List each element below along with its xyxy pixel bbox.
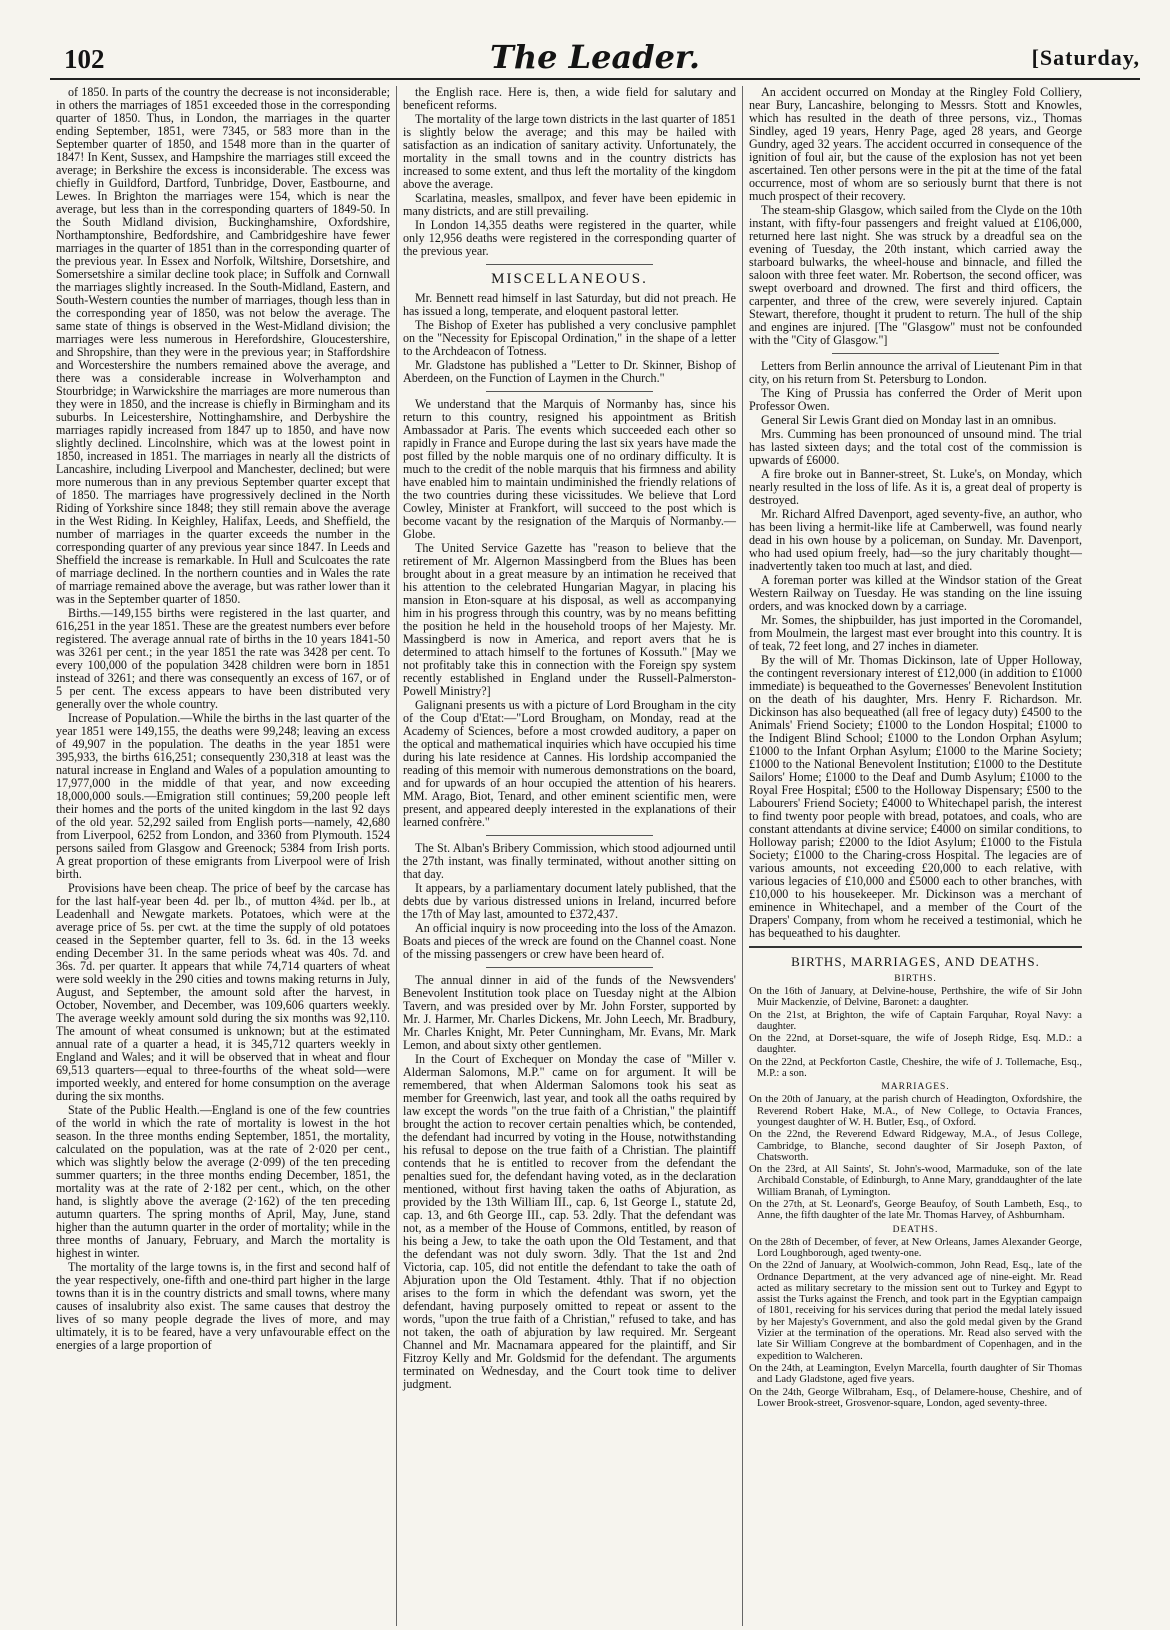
article-paragraph: The mortality of the large town districts in the last quarter of 1851 is slightly below the average; and this may be hailed with satisfaction as an indication of sanitary activity. Unfortunately, the mortality in the small towns and in the country districts has increased to some extent, and thus left the mortality of the kingdom above the average.: [403, 112, 736, 191]
divider: [832, 353, 999, 354]
news-item: By the will of Mr. Thomas Dickinson, late of Upper Holloway, the contingent reversionary interest of £12,000 (in addition to £1000 immediate) is bequeathed to the Governesses' Benevolent Institution on the death of his daughter, Mrs. Henry F. Richardson. Mr. Dickinson has also bequeathed (all free of legacy duty) £4500 to the Animals' Friend Society; £1000 to the London Hospital; £1000 to the Indigent Blind School; £1000 to the London Orphan Asylum; £1000 to the Infant Orphan Asylum; £1000 to the Marine Society; £1000 to the National Benevolent Institution; £1000 to the Destitute Sailors' Home; £1000 to the Deaf and Dumb Asylum; £1000 to the Royal Free Hospital; £500 to the Holloway Dispensary; £500 to the Labourers' Friend Society; £4000 to Whitechapel parish, the interest to find twenty poor people with bread, potatoes, and coals, who are constant attendants at divine service; £4000 on similar conditions, to Holloway parish; £2000 to the Idiot Asylum; £1000 to the Fistula Society; £1000 to the Charing-cross Hospital. The legacies are of various amounts, not exceeding £20,000 to each relative, with various legacies of £10,000 and £5000 each to other branches, with £10,000 to his housekeeper. Mr. Dickinson was a merchant of eminence in Whitechapel, and a member of the Court of the Drapers' Company, from whom he received a testimonial, which he has bequeathed to his daughter.: [749, 653, 1082, 940]
news-item: Mr. Somes, the shipbuilder, has just imported in the Coromandel, from Moulmein, the largest mast ever brought into this country. It is of teak, 72 feet long, and 27 inches in diameter.: [749, 613, 1082, 653]
death-notice: On the 24th, at Leamington, Evelyn Marcella, fourth daughter of Sir Thomas and Lady Gladstone, aged five years.: [749, 1362, 1082, 1386]
column-3: [742, 86, 1088, 1626]
birth-notice: On the 22nd, at Peckforton Castle, Cheshire, the wife of J. Tollemache, Esq., M.P.: a son.: [749, 1056, 1082, 1080]
divider: [486, 835, 653, 836]
article-paragraph: Increase of Population.—While the births in the last quarter of the year 1851 were 149,155, the deaths were 99,248; leaving an excess of 49,907 in the population. The deaths in the year 1851 were 395,933, the births 616,251; consequently 230,318 at least was the natural increase in England and Wales of a population amounting to 17,977,000 in the middle of that year, and now exceeding 18,000,000 souls.—Emigration still continues; 59,200 people left their homes and the ports of the united kingdom in the last 92 days of the old year. 52,292 sailed from English ports—namely, 42,680 from Liverpool, 6252 from London, and 3360 from Plymouth. 1524 persons sailed from Glasgow and Greenock; 5384 from Irish ports. A great proportion of these emigrants from Liverpool were of Irish birth.: [56, 711, 390, 881]
births-heading: BIRTHS.: [894, 974, 937, 984]
marriage-notice: On the 22nd, the Reverend Edward Ridgeway, M.A., of Jesus College, Cambridge, to Blanche, second daughter of Sir Joseph Paxton, of Chatsworth.: [749, 1129, 1082, 1163]
news-item: General Sir Lewis Grant died on Monday last in an omnibus.: [761, 413, 1057, 427]
birth-notice: On the 22nd, at Dorset-square, the wife of Joseph Ridge, Esq. M.D.: a daughter.: [749, 1033, 1082, 1056]
page-number: 102: [64, 44, 105, 74]
news-item: Galignani presents us with a picture of Lord Brougham in the city of the Coup d'Etat:—"Lord Brougham, on Monday, read at the Academy of Sciences, before a most crowded auditory, a paper on the optical and mathematical inquiries which have occupied his time during his late residence at Cannes. His lordship accompanied the reading of this memoir with numerous demonstrations on the board, and for upwards of an hour occupied the attention of his hearers. MM. Arago, Biot, Tenard, and other eminent scientific men, were present, and appeared deeply interested in the explanations of their learned confrère.": [403, 698, 736, 829]
news-item: An accident occurred on Monday at the Ringley Fold Colliery, near Bury, Lancashire, belonging to Messrs. Stott and Knowles, which has resulted in the death of three persons, viz., Thomas Sindley, aged 19 years, Henry Page, aged 28 years, and George Gundry, aged 32 years. The accident occurred in consequence of the ignition of foul air, but the cause of the explosion has not yet been ascertained. Ten other persons were in the pit at the time of the fatal occurrence, most of whom are so seriously burnt that there is not much prospect of their recovery.: [749, 86, 1082, 203]
news-item: The annual dinner in aid of the funds of the Newsvenders' Benevolent Institution took place on Tuesday night at the Albion Tavern, and was presided over by Mr. John Forster, supported by Mr. J. Harmer, Mr. Charles Dickens, Mr. John Leech, Mr. Bradbury, Mr. Charles Knight, Mr. Peter Cunningham, Mr. Evans, Mr. Mark Lemon, and about sixty other gentlemen.: [403, 973, 736, 1052]
marriage-notice: On the 27th, at St. Leonard's, George Beaufoy, of South Lambeth, Esq., to Anne, the fifth daughter of the late Mr. Thomas Harvey, of Ashburnham.: [749, 1199, 1082, 1222]
article-paragraph: Scarlatina, measles, smallpox, and fever have been epidemic in many districts, and are still prevailing.: [403, 191, 736, 218]
column-2: [396, 86, 742, 1626]
article-paragraph: of 1850. In parts of the country the decrease is not inconsiderable; in others the marriages of 1851 exceeded those in the corresponding quarter of 1850. Thus, in London, the marriages in the quarter ending September, 1851, were 7345, or 583 more than in the September quarter of 1850, and 1548 more than in the quarter of 1847! In Kent, Sussex, and Hampshire the marriages still exceed the average; in Berkshire the excess is inconsiderable. The excess was chiefly in Guildford, Dartford, Tunbridge, Dover, Eastbourne, and Lewes. In Brighton the marriages were 154, which is near the average, but less than in the corresponding quarters of 1849-50. In the South Midland division, Buckinghamshire, Oxfordshire, Northamptonshire, Bedfordshire, and Cambridgeshire have fewer marriages in the quarter of 1851 than in the corresponding quarter of the previous year. In Essex and Norfolk, Wiltshire, Dorsetshire, and Somersetshire a similar decline took place; in Suffolk and Cornwall the marriages slightly increased. In the South-Midland, Eastern, and South-Western counties the number of marriages, though less than in the corresponding year of 1850, was not below the average. The same state of things is observed in the West-Midland division; the marriages were less numerous in Herefordshire, Gloucestershire, and Shropshire, than they were in the previous year; in Staffordshire and Worcestershire the numbers remained above the average, and there was a considerable increase in Wolverhampton and Stourbridge; in Warwickshire the marriages are more numerous than they were in 1850, and the increase is chiefly in Birmingham and its suburbs. In Leicestershire, Nottinghamshire, and Derbyshire the marriages rapidly increased from 1847 up to 1850, and have now slightly declined. Lincolnshire, which was at the lowest point in 1850, increased in 1851. The marriages in nearly all the districts of Lancashire, including Liverpool and Manchester, declined; but were more numerous than in any previous September quarter except that of 1850. The marriages have progressively declined in the North Riding of Yorkshire since 1848; they still remain above the average in the West Riding. In Keighley, Halifax, Leeds, and Sheffield, the number of marriages in the quarter exceeds the number in the corresponding quarter of any previous year since 1847. In Leeds and Sheffield the increase is remarkable. In Hull and Sculcoates the rate of marriage declined. In the northern counties and in Wales the rate of marriage remained above the average, but was rather lower than it was in the September quarter of 1850.: [56, 86, 390, 606]
news-item: The King of Prussia has conferred the Order of Merit upon Professor Owen.: [749, 386, 1082, 413]
news-item: An official inquiry is now proceeding into the loss of the Amazon. Boats and pieces of the wreck are found on the Channel coast. None of the missing passengers or crew have been heard of.: [403, 921, 736, 961]
news-item: The steam-ship Glasgow, which sailed from the Clyde on the 10th instant, with fifty-four passengers and freight valued at £106,000, returned here last night. She was struck by a dreadful sea on the evening of Tuesday, the 20th instant, which carried away the starboard bulwarks, the wheel-house and binnacle, and filled the saloon with three feet water. Mr. Robertson, the second officer, was swept overboard and drowned. The first and third officers, the carpenter, and three of the crew, were severely injured. Captain Stewart, therefore, thought it prudent to return. The hull of the ship and engines are injured. [The "Glasgow" must not be confounded with the "City of Glasgow."]: [749, 203, 1082, 347]
news-item: In the Court of Exchequer on Monday the case of "Miller v. Alderman Salomons, M.P." came on for argument. It will be remembered, that when Alderman Salomons took his seat as member for Greenwich, last year, and took all the oaths required by law except the words "on the true faith of a Christian," the plaintiff brought the action to recover certain penalties which, be contended, the defendant had incurred by voting in the House, notwithstanding his refusal to depose on the true faith of a Christian. The plaintiff contends that he is entitled to recover from the defendant the penalties sued for, the defendant having voted, as in the declaration mentioned, without first having taken the oaths of Abjuration, as provided by the 13th William III., cap. 6, 1st George I., statute 2d, cap. 13, and 6th George III., cap. 53. 2dly. That the defendant was not, as a member of the House of Commons, entitled, by reason of his being a Jew, to take the oath upon the Old Testament, and that the defendant was not duly sworn. 3dly. That the 1st and 2nd Victoria, cap. 105, did not entitle the defendant to take the oath of Abjuration upon the Old Testament. 4thly. That if no objection arises to the form in which the defendant was sworn, yet the defendant, having purposely omitted to repeat or assent to the words, "upon the true faith of a Christian," refused to take, and has not taken, the oath of abjuration by law required. Mr. Sergeant Channel and Mr. Macnamara appeared for the plaintiff, and Sir Fitzroy Kelly and Mr. Goldsmid for the defendant. The arguments terminated on Wednesday, and the Court took time to deliver judgment.: [403, 1052, 736, 1391]
article-paragraph: The mortality of the large towns is, in the first and second half of the year respectively, one-fifth and one-third part higher in the large towns than it is in the country districts and small towns, where many causes of insalubrity also exist. The same causes that destroy the lives of so many people degrade the lives of more, and may ultimately, it is to be feared, have a very unfavourable effect on the energies of a large proportion of: [56, 1260, 390, 1352]
article-paragraph: In London 14,355 deaths were registered in the quarter, while only 12,956 deaths were registered in the corresponding quarter of the previous year.: [403, 218, 736, 258]
marriages-heading: MARRIAGES.: [881, 1082, 950, 1093]
birth-notice: On the 16th of January, at Delvine-house, Perthshire, the wife of Sir John Muir Mackenzie, of Delvine, Baronet: a daughter.: [749, 986, 1082, 1009]
column-1: [50, 86, 396, 1626]
death-notice: On the 28th of December, of fever, at New Orleans, James Alexander George, Lord Loughborough, aged twenty-one.: [749, 1236, 1082, 1259]
news-item: The United Service Gazette has "reason to believe that the retirement of Mr. Algernon Massingberd from the Blues has been brought about in a great measure by an intimation he received that his attention to the celebrated Hungarian Magyar, in placing his mansion in Eton-square at his disposal, as well as accompanying him in his progress through this country, was by no means befitting the position he held in the household troops of her Majesty. Mr. Massingberd is now in America, and report avers that he is determined to attach himself to the fortunes of Kossuth." [May we not profitably take this in connection with the Foreign spy system recently established in England under the Russell-Palmerston-Powell Ministry?]: [403, 541, 736, 698]
news-item: The Bishop of Exeter has published a very conclusive pamphlet on the "Necessity for Episcopal Ordination," in the shape of a letter to the Archdeacon of Totness.: [403, 318, 736, 358]
news-item: Mr. Richard Alfred Davenport, aged seventy-five, an author, who has been living a hermit-like life at Camberwell, was found nearly dead in his own house by a policeman, on Sunday. Mr. Davenport, who had used opium freely, had—so the jury charitably thought—inadvertently taken too much at last, and died.: [749, 507, 1082, 573]
death-notice: On the 22nd of January, at Woolwich-common, John Read, Esq., late of the Ordnance Department, at the very advanced age of nine-eight. Mr. Read acted as military secretary to the mission sent out to Turkey and Egypt to assist the Turks against the French, and took part in the Egyptian campaign of 1801, receiving for his services during that period the medal lately issued by her Majesty's Government, and also the gold medal given by the Grand Vizier at the termination of the operations. Mr. Read also served with the late Sir William Congreve at the bombardment of Copenhagen, and in the expedition to Walcheren.: [749, 1260, 1082, 1362]
news-item: Letters from Berlin announce the arrival of Lieutenant Pim in that city, on his return from St. Petersburg to London.: [749, 359, 1082, 386]
article-paragraph: Provisions have been cheap. The price of beef by the carcase has for the last half-year been 4d. per lb., of mutton 4¾d. per lb., at Leadenhall and Newgate markets. Potatoes, which were at the average price of 5s. per cwt. at the time the supply of old potatoes ceased in the September quarter, fell to 3s. 6d. in the 13 weeks ending December 31. In the same periods wheat was 40s. 7d. and 36s. 7d. per quarter. It appears that while 74,714 quarters of wheat were sold weekly in the 290 cities and towns making returns in July, August, and September, the amount sold after the harvest, in October, November, and December, was 109,606 quarters weekly. The average weekly amount sold during the six months was 92,110. The amount of wheat consumed is unknown; but at the estimated annual rate of a quarter a head, it is 345,712 quarters weekly in England and Wales; and it will be observed that in wheat and flour 69,513 quarters—equal to three-fourths of the wheat sold—were imported weekly, and entered for home consumption on the average during the six months.: [56, 881, 390, 1103]
marriage-notice: On the 23rd, at All Saints', St. John's-wood, Marmaduke, son of the late Archibald Constable, of Edinburgh, to Anne Mary, granddaughter of the late William Branah, of Lymington.: [749, 1164, 1082, 1198]
news-item: A foreman porter was killed at the Windsor station of the Great Western Railway on Tuesday. He was standing on the line issuing orders, and was knocked down by a carriage.: [749, 573, 1082, 613]
columns: [50, 86, 1140, 1626]
section-heading-miscellaneous: MISCELLANEOUS.: [491, 271, 648, 287]
news-item: The St. Alban's Bribery Commission, which stood adjourned until the 27th instant, was finally terminated, without another sitting on that day.: [403, 841, 736, 881]
bmd-notices: [749, 974, 1082, 1409]
divider: [486, 391, 653, 392]
news-item: We understand that the Marquis of Normanby has, since his return to this country, resigned his appointment as British Ambassador at Paris. The events which succeeded each other so rapidly in France and Europe during the last six years have made the post filled by the noble marquis one of no ordinary difficulty. It is much to the credit of the noble marquis that his firmness and ability have enabled him to maintain undiminished the friendly relations of the two countries during these vicissitudes. We believe that Lord Cowley, Minister at Frankfort, will succeed to the post which is become vacant by the resignation of the Marquis of Normanby.—Globe.: [403, 397, 736, 541]
article-paragraph: State of the Public Health.—England is one of the few countries of the world in which the rate of mortality is lowest in the hot season. In the three months ending September, 1851, the mortality, calculated on the population, was at the rate of 2·020 per cent., which was slightly below the average (2·099) of the ten preceding summer quarters; in the three months ending December, 1851, the mortality was at the rate of 2·182 per cent., which, on the other hand, is slightly above the average (2·162) of the ten preceding autumn quarters. The spring months of April, May, June, stand higher than the autumn quarter in the order of mortality; while in the three months of January, February, and March the mortality is highest in winter.: [56, 1103, 390, 1260]
divider: [486, 967, 653, 968]
news-item: A fire broke out in Banner-street, St. Luke's, on Monday, which nearly resulted in the loss of life. As it is, a great deal of property is destroyed.: [749, 467, 1082, 507]
news-item: Mrs. Cumming has been pronounced of unsound mind. The trial has lasted sixteen days; and the total cost of the commission is upwards of £6000.: [749, 427, 1082, 467]
article-paragraph: the English race. Here is, then, a wide field for salutary and beneficent reforms.: [403, 86, 736, 112]
news-item: Mr. Gladstone has published a "Letter to Dr. Skinner, Bishop of Aberdeen, on the Function of Laymen in the Church.": [403, 358, 736, 385]
masthead: [50, 38, 1140, 80]
deaths-heading: DEATHS.: [892, 1224, 939, 1235]
death-notice: On the 24th, George Wilbraham, Esq., of Delamere-house, Cheshire, and of Lower Brook-street, Grosvenor-square, London, aged seventy-three.: [749, 1386, 1082, 1409]
birth-notice: On the 21st, at Brighton, the wife of Captain Farquhar, Royal Navy: a daughter.: [749, 1009, 1082, 1032]
divider: [486, 264, 653, 265]
marriage-notice: On the 20th of January, at the parish church of Headington, Oxfordshire, the Reverend Robert Hake, M.A., of New College, to Octavia Frances, youngest daughter of W. H. Butler, Esq., of Oxford.: [749, 1094, 1082, 1128]
page-day: [Saturday,: [1031, 45, 1140, 70]
divider: [749, 946, 1082, 948]
news-item: It appears, by a parliamentary document lately published, that the debts due by various distressed unions in Ireland, incurred before the 17th of May last, amounted to £372,437.: [403, 881, 736, 921]
section-heading-bmd: BIRTHS, MARRIAGES, AND DEATHS.: [791, 954, 1040, 969]
newspaper-title: The Leader.: [490, 38, 700, 76]
article-paragraph: Births.—149,155 births were registered in the last quarter, and 616,251 in the year 1851. These are the greatest numbers ever before registered. The average annual rate of births in the 10 years 1841-50 was 3261 per cent.; in the year 1851 the rate was 3428 per cent. To every 100,000 of the population 3428 children were born in 1851 instead of 3261; and there was consequently an excess of 167, or of 5 per cent. The excess appears to have been distributed very generally over the whole country.: [56, 606, 390, 711]
news-item: Mr. Bennett read himself in last Saturday, but did not preach. He has issued a long, temperate, and eloquent pastoral letter.: [403, 291, 736, 318]
